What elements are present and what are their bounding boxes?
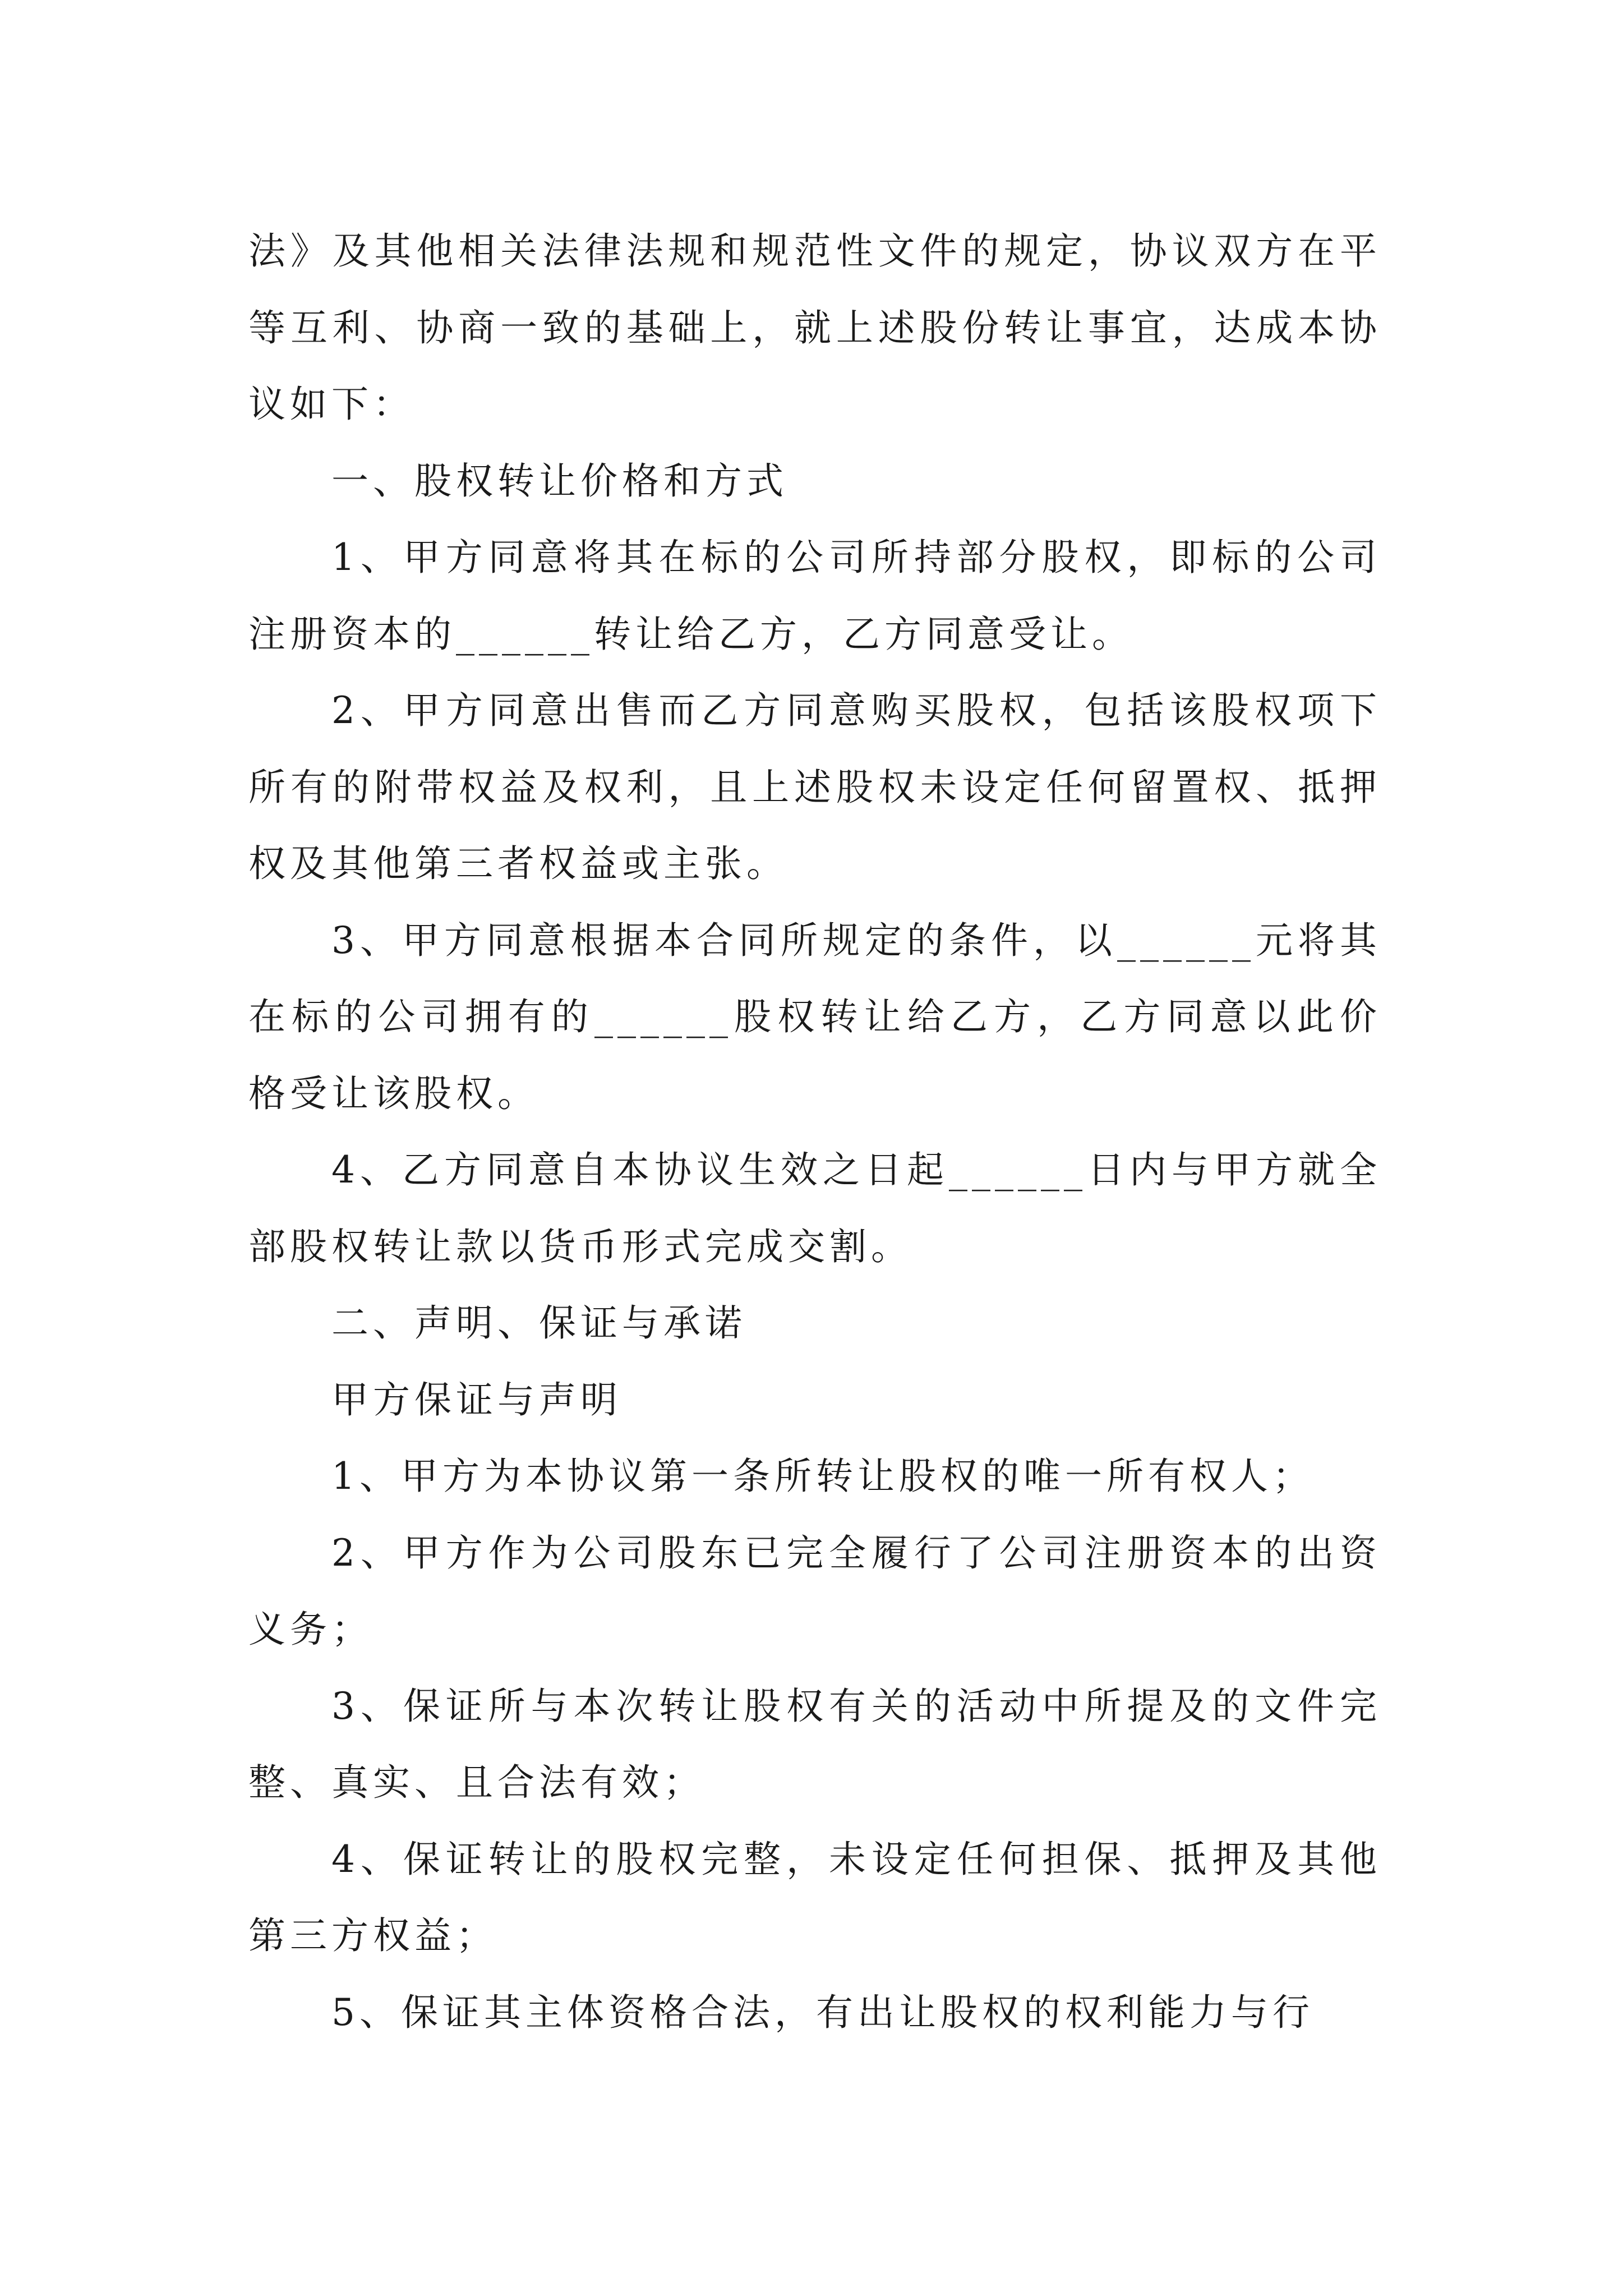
clause-1: 1、甲方同意将其在标的公司所持部分股权，即标的公司注册资本的______转让给乙方，乙方同意受让。 <box>248 536 1381 656</box>
warranty-4: 4、保证转让的股权完整，未设定任何担保、抵押及其他第三方权益； <box>248 1837 1381 1957</box>
paragraph-continuation: 法》及其他相关法律法规和规范性文件的规定，协议双方在平等互利、协商一致的基础上，就上述股份转让事宜，达成本协议如下： <box>248 229 1381 426</box>
section-heading-transfer-price: 一、股权转让价格和方式 <box>331 459 788 503</box>
clause-3: 3、甲方同意根据本合同所规定的条件，以______元将其在标的公司拥有的______股权转让给乙方，乙方同意以此价格受让该股权。 <box>248 918 1381 1115</box>
clause-4: 4、乙方同意自本协议生效之日起______日内与甲方就全部股权转让款以货币形式完成交割。 <box>248 1148 1381 1268</box>
warranty-5: 5、保证其主体资格合法，有出让股权的权利能力与行 <box>331 1990 1314 2034</box>
document-body <box>248 213 1381 2051</box>
subheading-party-a-warranties: 甲方保证与声明 <box>331 1378 622 1421</box>
warranty-3: 3、保证所与本次转让股权有关的活动中所提及的文件完整、真实、且合法有效； <box>248 1684 1381 1804</box>
warranty-1: 1、甲方为本协议第一条所转让股权的唯一所有权人； <box>331 1455 1314 1498</box>
warranty-2: 2、甲方作为公司股东已完全履行了公司注册资本的出资义务； <box>248 1531 1381 1651</box>
section-heading-representations: 二、声明、保证与承诺 <box>331 1301 746 1345</box>
clause-2: 2、甲方同意出售而乙方同意购买股权，包括该股权项下所有的附带权益及权利，且上述股权未设定任何留置权、抵押权及其他第三者权益或主张。 <box>248 689 1381 885</box>
